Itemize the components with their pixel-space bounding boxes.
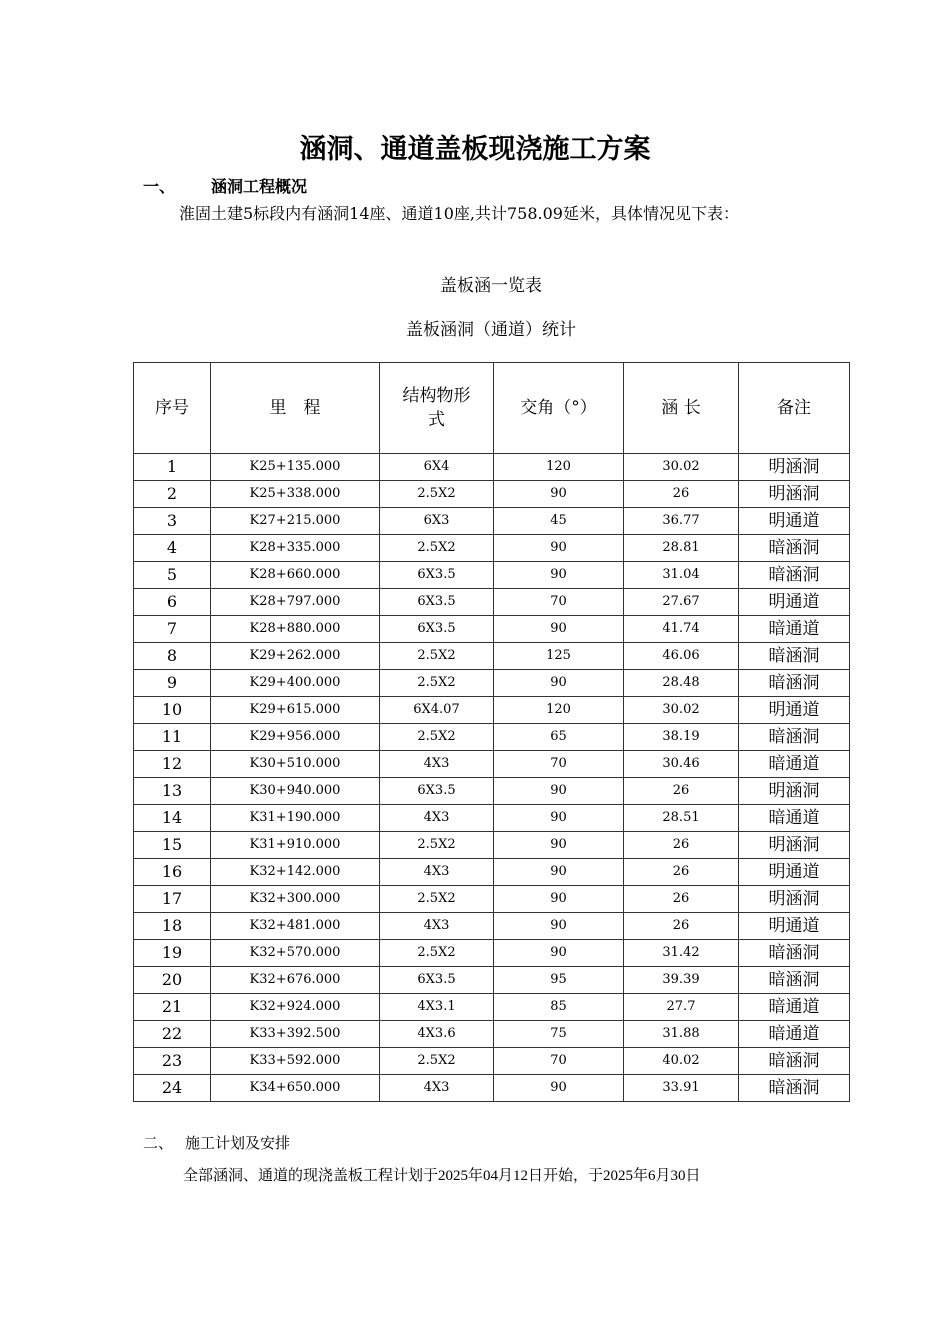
cell-length: 30.02	[624, 697, 739, 724]
cell-remark: 暗涵洞	[739, 562, 850, 589]
cell-angle: 90	[494, 886, 624, 913]
cell-structure: 2.5X2	[380, 724, 494, 751]
cell-remark: 暗涵洞	[739, 670, 850, 697]
cell-remark: 明涵洞	[739, 778, 850, 805]
cell-length: 26	[624, 778, 739, 805]
cell-mileage: K32+676.000	[211, 967, 380, 994]
document-title: 涵洞、通道盖板现浇施工方案	[299, 134, 651, 165]
section-2-heading	[143, 1131, 290, 1155]
cell-length: 31.04	[624, 562, 739, 589]
cell-remark: 明通道	[739, 589, 850, 616]
header-structure-label: 结构物形式	[402, 386, 471, 430]
section-1-number: 一、	[143, 177, 176, 196]
table-row	[134, 481, 850, 508]
cell-structure: 6X3.5	[380, 616, 494, 643]
cell-remark: 暗通道	[739, 1021, 850, 1048]
cell-mileage: K27+215.000	[211, 508, 380, 535]
cell-structure: 6X4.07	[380, 697, 494, 724]
cell-seq: 20	[134, 967, 211, 994]
cell-seq: 3	[134, 508, 211, 535]
cell-angle: 90	[494, 913, 624, 940]
cell-structure: 2.5X2	[380, 940, 494, 967]
cell-mileage: K30+940.000	[211, 778, 380, 805]
table-row	[134, 967, 850, 994]
cell-structure: 6X3.5	[380, 589, 494, 616]
cell-length: 27.7	[624, 994, 739, 1021]
cell-angle: 75	[494, 1021, 624, 1048]
table-row	[134, 508, 850, 535]
table-row	[134, 940, 850, 967]
cell-remark: 明涵洞	[739, 481, 850, 508]
cell-structure: 4X3	[380, 751, 494, 778]
cell-structure: 4X3.6	[380, 1021, 494, 1048]
cell-structure: 2.5X2	[380, 481, 494, 508]
cell-mileage: K33+392.500	[211, 1021, 380, 1048]
cell-seq: 24	[134, 1075, 211, 1102]
cell-mileage: K29+615.000	[211, 697, 380, 724]
cell-structure: 2.5X2	[380, 832, 494, 859]
header-angle: 交角（°）	[494, 363, 624, 454]
cell-length: 39.39	[624, 967, 739, 994]
cell-angle: 90	[494, 1075, 624, 1102]
cell-angle: 125	[494, 643, 624, 670]
cell-mileage: K32+481.000	[211, 913, 380, 940]
table-row	[134, 697, 850, 724]
table-row	[134, 859, 850, 886]
cell-structure: 2.5X2	[380, 643, 494, 670]
cell-length: 30.02	[624, 454, 739, 481]
cell-angle: 90	[494, 562, 624, 589]
table-row	[134, 724, 850, 751]
table-row	[134, 643, 850, 670]
cell-seq: 6	[134, 589, 211, 616]
cell-mileage: K33+592.000	[211, 1048, 380, 1075]
cell-mileage: K28+880.000	[211, 616, 380, 643]
cell-angle: 65	[494, 724, 624, 751]
cell-angle: 90	[494, 535, 624, 562]
cell-structure: 6X3.5	[380, 967, 494, 994]
section-1-paragraph: 淮固土建5标段内有涵洞14座、通道10座,共计758.09延米，具体情况见下表：	[179, 204, 739, 223]
cell-remark: 暗通道	[739, 751, 850, 778]
cell-remark: 明涵洞	[739, 454, 850, 481]
section-2-paragraph: 全部涵洞、通道的现浇盖板工程计划于2025年04月12日开始，于2025年6月30日	[183, 1168, 701, 1184]
cell-angle: 85	[494, 994, 624, 1021]
cell-length: 27.67	[624, 589, 739, 616]
cell-angle: 90	[494, 940, 624, 967]
cell-mileage: K28+335.000	[211, 535, 380, 562]
cell-structure: 4X3	[380, 859, 494, 886]
cell-remark: 暗通道	[739, 805, 850, 832]
cell-angle: 95	[494, 967, 624, 994]
cell-seq: 5	[134, 562, 211, 589]
cell-length: 30.46	[624, 751, 739, 778]
table-row	[134, 805, 850, 832]
cell-length: 26	[624, 859, 739, 886]
header-length: 涵 长	[624, 363, 739, 454]
header-structure	[380, 363, 494, 454]
cell-remark: 暗涵洞	[739, 535, 850, 562]
section-1-title: 涵洞工程概况	[211, 177, 308, 196]
cell-length: 36.77	[624, 508, 739, 535]
cell-seq: 8	[134, 643, 211, 670]
cell-structure: 4X3.1	[380, 994, 494, 1021]
cell-seq: 21	[134, 994, 211, 1021]
cell-remark: 明通道	[739, 508, 850, 535]
cell-length: 41.74	[624, 616, 739, 643]
table-row	[134, 1075, 850, 1102]
cell-seq: 16	[134, 859, 211, 886]
table-caption: 盖板涵一览表	[440, 276, 542, 296]
cell-mileage: K32+300.000	[211, 886, 380, 913]
cell-mileage: K28+660.000	[211, 562, 380, 589]
cell-seq: 15	[134, 832, 211, 859]
table-row	[134, 454, 850, 481]
cell-mileage: K31+910.000	[211, 832, 380, 859]
table-row	[134, 670, 850, 697]
cell-mileage: K32+570.000	[211, 940, 380, 967]
cell-structure: 4X3	[380, 913, 494, 940]
table-body	[134, 454, 850, 1102]
table-row	[134, 994, 850, 1021]
header-remark: 备注	[739, 363, 850, 454]
cell-seq: 1	[134, 454, 211, 481]
cell-mileage: K31+190.000	[211, 805, 380, 832]
header-mileage: 里 程	[211, 363, 380, 454]
cell-length: 26	[624, 481, 739, 508]
cell-remark: 暗涵洞	[739, 1048, 850, 1075]
cell-structure: 2.5X2	[380, 535, 494, 562]
cell-seq: 19	[134, 940, 211, 967]
section-2-title: 施工计划及安排	[185, 1134, 291, 1152]
cell-structure: 2.5X2	[380, 886, 494, 913]
cell-structure: 2.5X2	[380, 1048, 494, 1075]
cell-length: 40.02	[624, 1048, 739, 1075]
cell-structure: 4X3	[380, 805, 494, 832]
cell-remark: 暗涵洞	[739, 967, 850, 994]
cell-length: 28.51	[624, 805, 739, 832]
cell-angle: 70	[494, 589, 624, 616]
cell-remark: 明涵洞	[739, 886, 850, 913]
cell-mileage: K29+400.000	[211, 670, 380, 697]
cell-seq: 22	[134, 1021, 211, 1048]
cell-remark: 暗涵洞	[739, 940, 850, 967]
cell-mileage: K34+650.000	[211, 1075, 380, 1102]
table-row	[134, 832, 850, 859]
table-row	[134, 616, 850, 643]
cell-mileage: K32+924.000	[211, 994, 380, 1021]
cell-remark: 暗通道	[739, 616, 850, 643]
culvert-table	[133, 362, 850, 1102]
cell-mileage: K28+797.000	[211, 589, 380, 616]
cell-structure: 2.5X2	[380, 670, 494, 697]
cell-mileage: K29+262.000	[211, 643, 380, 670]
cell-length: 26	[624, 913, 739, 940]
cell-remark: 明通道	[739, 913, 850, 940]
table-row	[134, 778, 850, 805]
cell-angle: 70	[494, 1048, 624, 1075]
cell-angle: 90	[494, 859, 624, 886]
cell-structure: 6X3.5	[380, 778, 494, 805]
table-row	[134, 751, 850, 778]
cell-seq: 23	[134, 1048, 211, 1075]
cell-remark: 明涵洞	[739, 832, 850, 859]
cell-structure: 4X3	[380, 1075, 494, 1102]
cell-seq: 14	[134, 805, 211, 832]
cell-angle: 90	[494, 481, 624, 508]
table-subcaption: 盖板涵洞（通道）统计	[406, 320, 576, 340]
cell-mileage: K25+135.000	[211, 454, 380, 481]
cell-angle: 90	[494, 832, 624, 859]
cell-seq: 13	[134, 778, 211, 805]
table-row	[134, 1021, 850, 1048]
table-row	[134, 589, 850, 616]
cell-length: 28.81	[624, 535, 739, 562]
cell-angle: 90	[494, 805, 624, 832]
table-row	[134, 886, 850, 913]
cell-structure: 6X4	[380, 454, 494, 481]
cell-mileage: K29+956.000	[211, 724, 380, 751]
cell-seq: 17	[134, 886, 211, 913]
cell-remark: 暗涵洞	[739, 1075, 850, 1102]
cell-remark: 明通道	[739, 697, 850, 724]
cell-length: 38.19	[624, 724, 739, 751]
cell-length: 33.91	[624, 1075, 739, 1102]
cell-seq: 4	[134, 535, 211, 562]
cell-seq: 2	[134, 481, 211, 508]
cell-remark: 暗涵洞	[739, 643, 850, 670]
cell-mileage: K32+142.000	[211, 859, 380, 886]
section-2-number: 二、	[143, 1134, 174, 1152]
cell-mileage: K25+338.000	[211, 481, 380, 508]
cell-angle: 120	[494, 697, 624, 724]
cell-seq: 18	[134, 913, 211, 940]
table-row	[134, 913, 850, 940]
cell-mileage: K30+510.000	[211, 751, 380, 778]
cell-remark: 明通道	[739, 859, 850, 886]
cell-length: 31.88	[624, 1021, 739, 1048]
table-row	[134, 1048, 850, 1075]
cell-length: 26	[624, 886, 739, 913]
cell-seq: 10	[134, 697, 211, 724]
cell-angle: 45	[494, 508, 624, 535]
cell-seq: 7	[134, 616, 211, 643]
cell-seq: 11	[134, 724, 211, 751]
cell-structure: 6X3.5	[380, 562, 494, 589]
table-row	[134, 562, 850, 589]
cell-remark: 暗涵洞	[739, 724, 850, 751]
cell-angle: 120	[494, 454, 624, 481]
cell-length: 31.42	[624, 940, 739, 967]
table-row	[134, 535, 850, 562]
cell-length: 28.48	[624, 670, 739, 697]
cell-seq: 12	[134, 751, 211, 778]
table-header-row	[134, 363, 850, 454]
cell-angle: 90	[494, 778, 624, 805]
cell-remark: 暗通道	[739, 994, 850, 1021]
cell-length: 46.06	[624, 643, 739, 670]
cell-angle: 70	[494, 751, 624, 778]
section-1-heading	[143, 175, 307, 199]
cell-length: 26	[624, 832, 739, 859]
cell-structure: 6X3	[380, 508, 494, 535]
header-seq: 序号	[134, 363, 211, 454]
cell-angle: 90	[494, 670, 624, 697]
cell-angle: 90	[494, 616, 624, 643]
cell-seq: 9	[134, 670, 211, 697]
